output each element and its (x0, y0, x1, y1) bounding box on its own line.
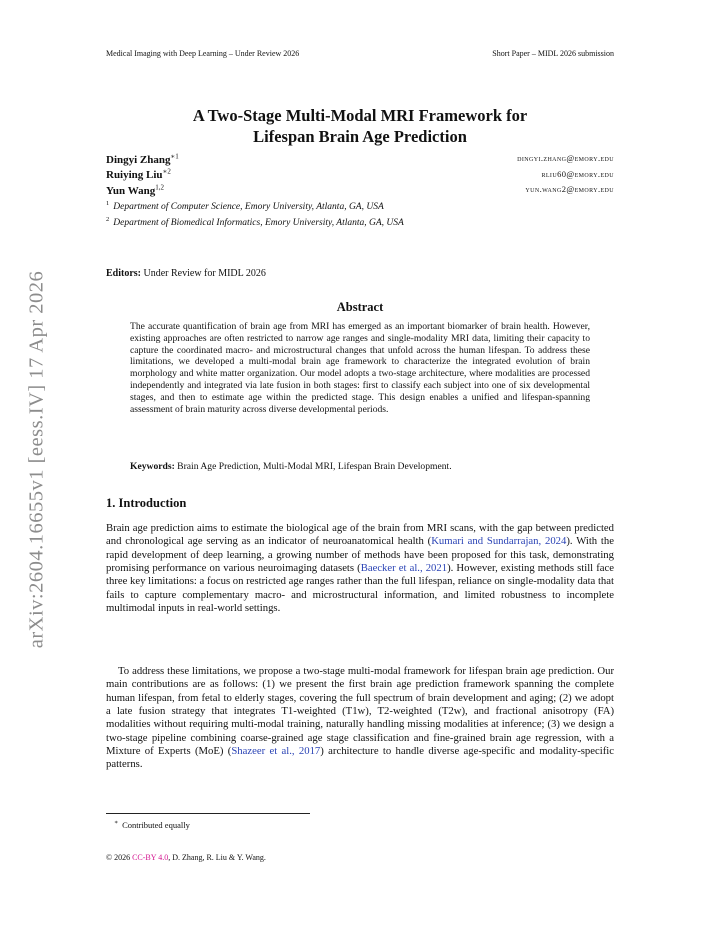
affiliation-1: $^1$ Department of Computer Science, Emory University, Atlanta, GA, USA (106, 200, 384, 213)
title-line-2: Lifespan Brain Age Prediction (253, 127, 467, 146)
editors-line: Editors: Under Review for MIDL 2026 (106, 268, 266, 279)
author-block (106, 152, 614, 199)
abstract-body: The accurate quantification of brain age from MRI has emerged as an important biomarker of brain health. However, existing approaches are often restricted to narrow age ranges and single-modality MRI data, limiting their capacity to capture the coordinated macro- and microstructural changes that unfold across the human lifespan. To address these limitations, we developed a multi-modal brain age framework to characterize the integrated evolution of brain morphology and white matter organization. Our model adopts a two-stage architecture, where modalities are processed independently and integrated via late fusion in both stages: first to classify each subject into one of six developmental stages, and then to estimate age within the predicted stage. This design enables a unified and lifespan-spanning assessment of brain maturity across diverse developmental periods. (130, 321, 590, 415)
citation-link[interactable]: Kumari and Sundarrajan, 2024 (431, 535, 567, 548)
intro-paragraph-1: Brain age prediction aims to estimate the biological age of the brain from MRI scans, with the gap between predicted and chronological age serving as an indicator of neuroanatomical health (Kumari and Sundarrajan, 2024). With the rapid development of deep learning, a growing number of methods have been proposed for this task, demonstrating promising performance on various neuroimaging datasets (Baecker et al., 2021). However, existing methods still face three key limitations: a focus on restricted age ranges rather than the full lifespan, reliance on single-modality data that fails to capture complementary macro- and microstructural information, and limited robustness to incomplete multimodal inputs in real-world settings. (106, 522, 615, 615)
author-name: Ruiying Liu$^{∗2}$ (106, 167, 171, 182)
running-header-right: Short Paper – MIDL 2026 submission (492, 49, 614, 58)
footnote: ∗ Contributed equally (114, 819, 190, 830)
copyright-line: © 2026 CC-BY 4.0, D. Zhang, R. Liu & Y. Wang. (106, 853, 266, 862)
author-email[interactable]: rliu60@emory.edu (541, 168, 614, 179)
license-link[interactable]: CC-BY 4.0 (132, 853, 169, 862)
author-email[interactable]: yun.wang2@emory.edu (525, 184, 614, 194)
citation-link[interactable]: Shazeer et al., 2017 (231, 745, 321, 758)
arxiv-stamp: arXiv:2604.16655v1 [eess.IV] 17 Apr 2026 (25, 270, 48, 649)
author-name: Dingyi Zhang$^{∗1}$ (106, 152, 179, 166)
footnote-rule (106, 813, 310, 814)
section-heading-introduction: 1. Introduction (106, 496, 187, 510)
keywords: Keywords: Brain Age Prediction, Multi-Modal MRI, Lifespan Brain Development. (130, 461, 452, 472)
citation-link[interactable]: Baecker et al., 2021 (360, 562, 448, 575)
author-row (106, 152, 614, 168)
title-line-1: A Two-Stage Multi-Modal MRI Framework for (192, 106, 528, 125)
running-header-left: Medical Imaging with Deep Learning – Under Review 2026 (106, 49, 300, 58)
author-name: Yun Wang$^{1,2}$ (106, 183, 164, 197)
affiliation-2: $^2$ Department of Biomedical Informatics, Emory University, Atlanta, GA, USA (106, 216, 404, 229)
author-email[interactable]: dingyi.zhang@emory.edu (517, 153, 614, 163)
author-row (106, 168, 614, 184)
intro-paragraph-2: To address these limitations, we propose a two-stage multi-modal framework for lifespan brain age prediction. Our main contributions are as follows: (1) we present the first brain age prediction framework spanning the complete human lifespan, from fetal to elderly stages, covering the full spectrum of brain development and aging; (2) we adopt a late fusion strategy that integrates T1-weighted (T1w), T2-weighted (T2w), and fractional anisotropy (FA) modalities without requiring multi-modal training, naturally handling missing modalities at inference; (3) we design a two-stage pipeline combining coarse-grained age stage classification and fine-grained brain age regression, with a Mixture of Experts (MoE) (Shazeer et al., 2017) architecture to handle diverse age-specific and modality-specific patterns. (106, 665, 615, 771)
author-row (106, 183, 614, 199)
abstract-heading: Abstract (336, 300, 384, 314)
paper-title (105, 105, 615, 147)
